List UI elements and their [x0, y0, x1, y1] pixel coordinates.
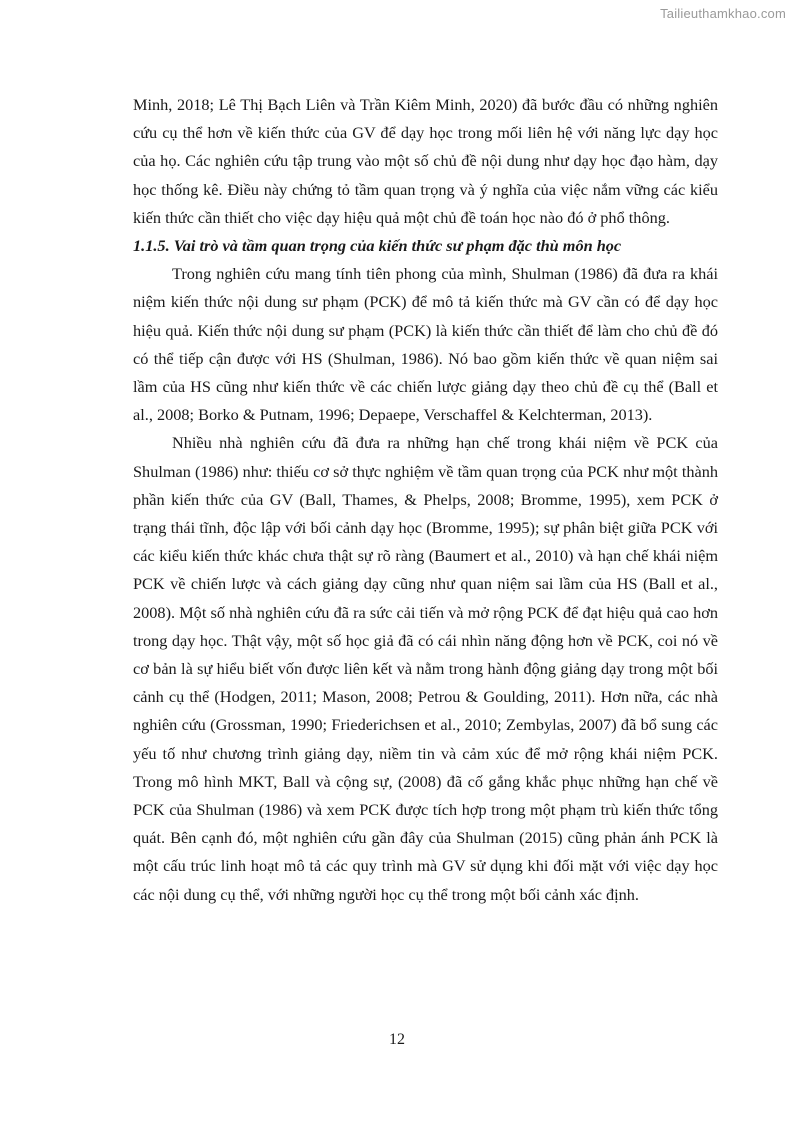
paragraph-pck-limitations: Nhiều nhà nghiên cứu đã đưa ra những hạn chế trong khái niệm về PCK của Shulman (1986) như: thiếu cơ sở thực nghiệm về tầm quan trọng của PCK như một thành phần kiến thức của GV (Ball, Thames, & Phelps, 2008; Bromme, 1995), xem PCK ở trạng thái tĩnh, độc lập với bối cảnh dạy học (Bromme, 1995); sự phân biệt giữa PCK với các kiểu kiến thức khác chưa thật sự rõ ràng (Baumert et al., 2010) và hạn chế khái niệm PCK về chiến lược và cách giảng dạy cũng như quan niệm sai lầm của HS (Ball et al., 2008). Một số nhà nghiên cứu đã ra sức cải tiến và mở rộng PCK để đạt hiệu quả cao hơn trong dạy học. Thật vậy, một số học giả đã có cái nhìn năng động hơn về PCK, coi nó về cơ bản là sự hiểu biết vốn được liên kết và nằm trong hành động giảng dạy trong một bối cảnh cụ thể (Hodgen, 2011; Mason, 2008; Petrou & Goulding, 2011). Hơn nữa, các nhà nghiên cứu (Grossman, 1990; Friederichsen et al., 2010; Zembylas, 2007) đã bổ sung các yếu tố như chương trình giảng dạy, niềm tin và cảm xúc để mở rộng khái niệm PCK. Trong mô hình MKT, Ball và cộng sự, (2008) đã cố gắng khắc phục những hạn chế về PCK của Shulman (1986) và xem PCK được tích hợp trong một phạm trù kiến thức tổng quát. Bên cạnh đó, một nghiên cứu gần đây của Shulman (2015) cũng phản ánh PCK là một cấu trúc linh hoạt mô tả các quy trình mà GV sử dụng khi đối mặt với việc dạy học các nội dung cụ thể, với những người học cụ thể trong một bối cảnh xác định.: [133, 433, 718, 904]
section-heading: 1.1.5. Vai trò và tầm quan trọng của kiến thức sư phạm đặc thù môn học: [133, 236, 622, 256]
page-number: 12: [389, 1031, 405, 1048]
paragraph-continuation: Minh, 2018; Lê Thị Bạch Liên và Trần Kiêm Minh, 2020) đã bước đầu có những nghiên cứu cụ thể hơn về kiến thức của GV để dạy học trong mối liên hệ với năng lực dạy học của họ. Các nghiên cứu tập trung vào một số chủ đề nội dung như dạy học đạo hàm, dạy học thống kê. Điều này chứng tỏ tầm quan trọng và ý nghĩa của việc nắm vững các kiểu kiến thức cần thiết cho việc dạy hiệu quả một chủ đề toán học nào đó ở phổ thông.: [133, 95, 718, 227]
page-body: [133, 91, 718, 909]
paragraph-pck-definition: Trong nghiên cứu mang tính tiên phong của mình, Shulman (1986) đã đưa ra khái niệm kiến thức nội dung sư phạm (PCK) để mô tả kiến thức mà GV cần có để dạy học hiệu quả. Kiến thức nội dung sư phạm (PCK) là kiến thức cần thiết để làm cho chủ đề đó có thể tiếp cận được với HS (Shulman, 1986). Nó bao gồm kiến thức về quan niệm sai lầm của HS cũng như kiến thức về các chiến lược giảng dạy theo chủ đề cụ thể (Ball et al., 2008; Borko & Putnam, 1996; Depaepe, Verschaffel & Kelchterman, 2013).: [133, 264, 718, 425]
watermark: Tailieuthamkhao.com: [660, 6, 786, 21]
